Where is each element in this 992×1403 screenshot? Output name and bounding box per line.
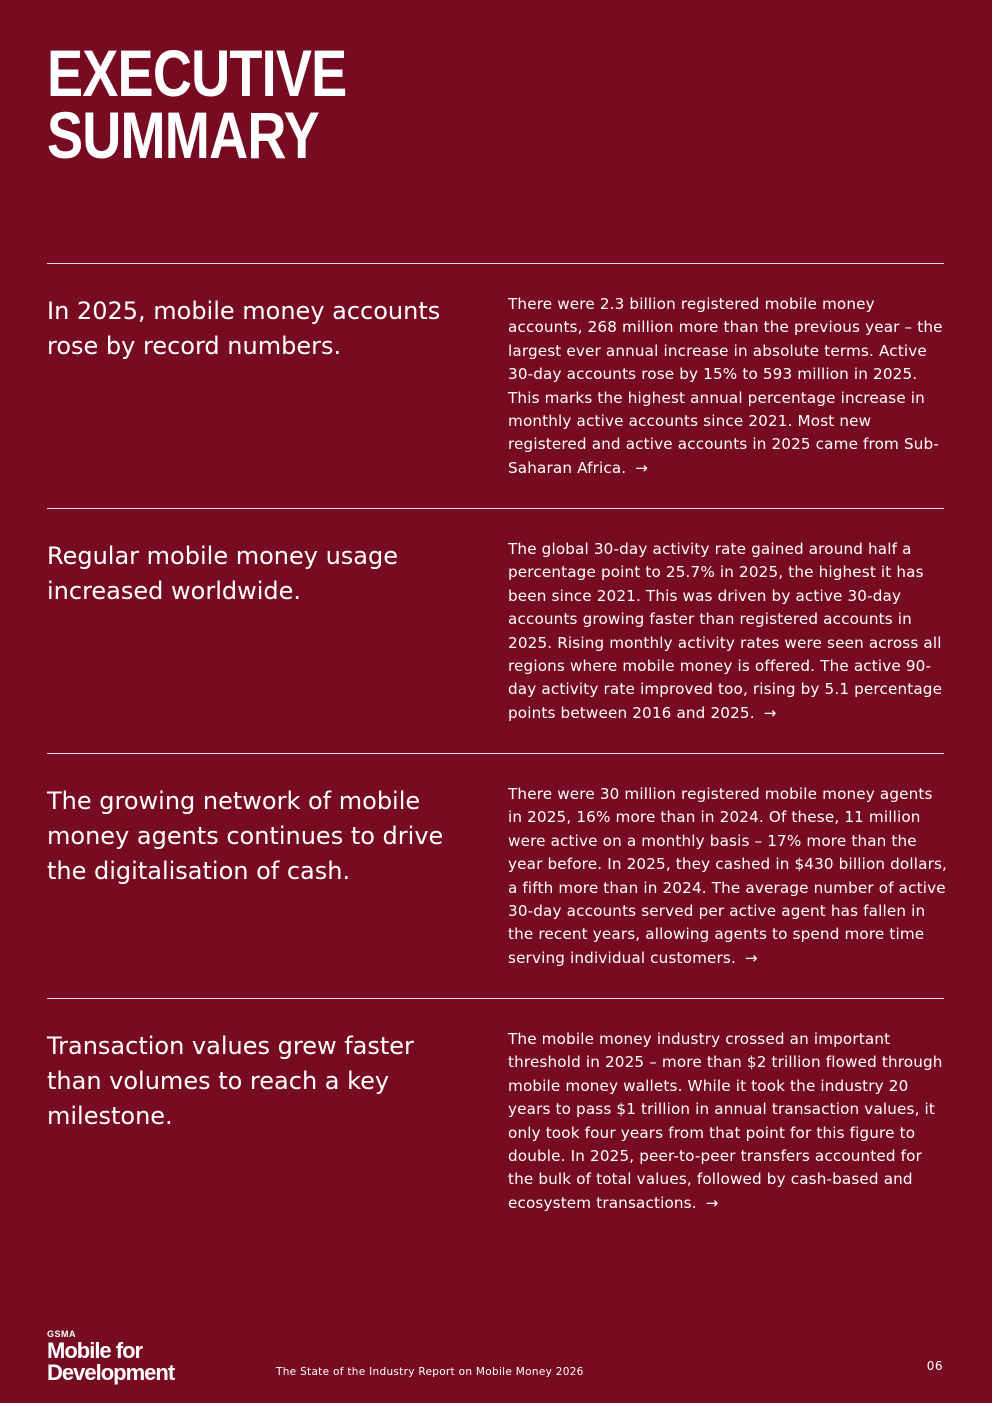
summary-section-accounts	[47, 263, 944, 508]
summary-section-transactions	[47, 998, 944, 1243]
section-headline: In 2025, mobile money accounts rose by record numbers.	[47, 297, 441, 360]
logo-line-1: Mobile for	[47, 1338, 143, 1363]
section-body	[508, 293, 948, 480]
section-body	[508, 1028, 948, 1215]
section-body	[508, 783, 948, 970]
section-body	[508, 538, 948, 725]
page-number: 06	[926, 1359, 943, 1373]
section-body-text: There were 30 million registered mobile money agents in 2025, 16% more than in 2024. Of these, 11 million were active on a monthly basis – 17% more than the year before. In 2025, they cashed in $430 billion dollars, a fifth more than in 2024. The average number of active 30-day accounts served per active agent has fallen in the recent years, allowing agents to spend more time serving individual customers.	[508, 785, 948, 967]
logo-gsma-text: GSMA	[47, 1329, 76, 1339]
logo-line-2: Development	[47, 1360, 175, 1385]
summary-sections	[47, 263, 948, 1243]
arrow-right-icon[interactable]: →	[635, 458, 648, 477]
report-title: The State of the Industry Report on Mobile Money 2026	[276, 1366, 584, 1378]
page-title-line-1: EXECUTIVE	[47, 36, 347, 110]
page-title	[47, 36, 347, 172]
summary-section-usage	[47, 508, 944, 753]
gsma-mobile-for-development-logo	[47, 1330, 174, 1383]
section-body-text: The global 30-day activity rate gained around half a percentage point to 25.7% in 2025, the highest it has been since 2021. This was driven by active 30-day accounts growing faster than registered accounts in 2025. Rising monthly activity rates were seen across all regions where mobile money is offered. The active 90-day activity rate improved too, rising by 5.1 percentage points between 2016 and 2025.	[508, 540, 943, 722]
section-headline: Regular mobile money usage increased worldwide.	[47, 542, 398, 605]
summary-section-agents	[47, 753, 948, 998]
page-title-line-2: SUMMARY	[47, 98, 319, 172]
arrow-right-icon[interactable]: →	[705, 1193, 719, 1212]
arrow-right-icon[interactable]: →	[744, 948, 758, 967]
arrow-right-icon[interactable]: →	[763, 703, 777, 722]
section-headline: The growing network of mobile money agents continues to drive the digitalisation of cash.	[47, 787, 444, 885]
section-body-text: The mobile money industry crossed an important threshold in 2025 – more than $2 trillion flowed through mobile money wallets. While it took the industry 20 years to pass $1 trillion in annual transaction values, it only took four years from that point for this figure to double. In 2025, peer-to-peer transfers accounted for the bulk of total values, followed by cash-based and ecosystem transactions.	[508, 1030, 943, 1212]
section-body-text: There were 2.3 billion registered mobile money accounts, 268 million more than the previous year – the largest ever annual increase in absolute terms. Active 30-day accounts rose by 15% to 593 million in 2025. This marks the highest annual percentage increase in monthly active accounts since 2021. Most new registered and active accounts in 2025 came from Sub-Saharan Africa.	[508, 295, 943, 477]
section-headline: Transaction values grew faster than volumes to reach a key milestone.	[47, 1032, 414, 1130]
